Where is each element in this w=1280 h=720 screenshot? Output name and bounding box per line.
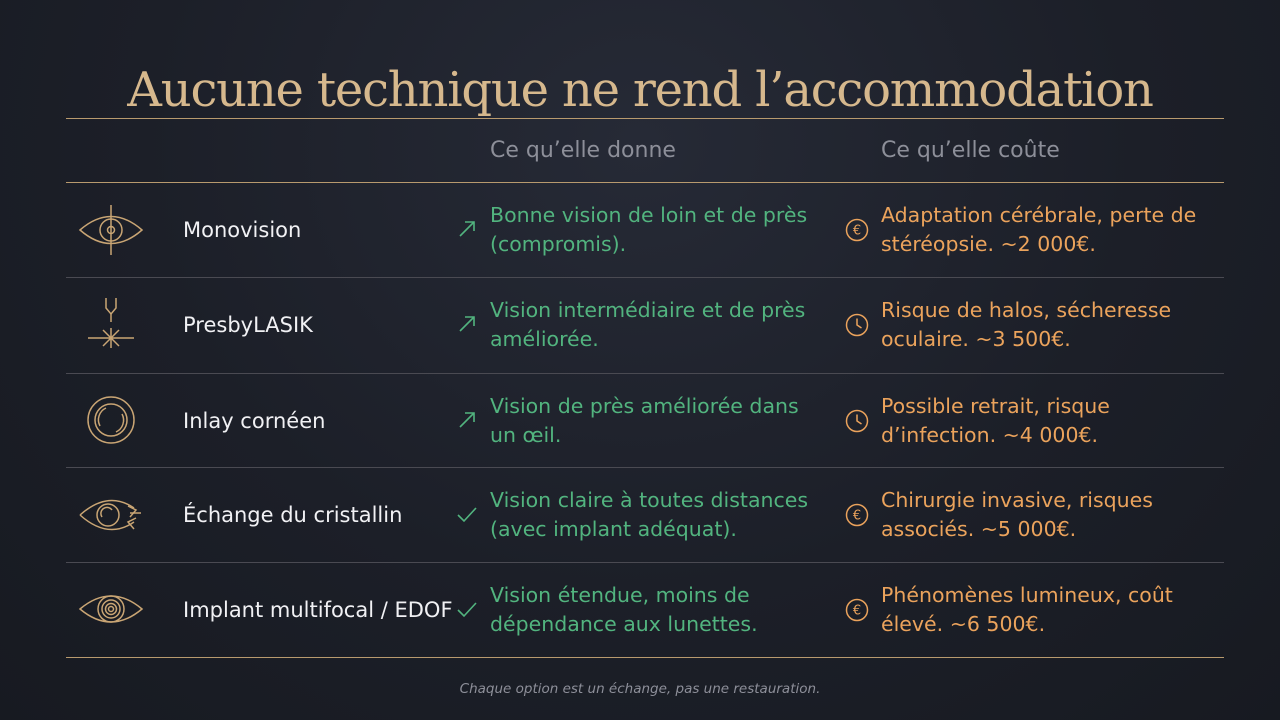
arrow-up-right-icon xyxy=(456,218,478,240)
cost-text: Risque de halos, sécheresse oculaire. ~3 500€. xyxy=(881,298,1172,351)
clock-icon xyxy=(845,313,869,337)
technique-name: Échange du cristallin xyxy=(183,503,403,527)
technique-name: Implant multifocal / EDOF xyxy=(183,598,453,622)
svg-text:€: € xyxy=(852,223,862,239)
slide-title: Aucune technique ne rend l’accommodation xyxy=(127,62,1153,119)
footer-note: Chaque option est un échange, pas une restauration. xyxy=(459,681,821,697)
arrow-up-right-icon xyxy=(456,409,478,431)
cost-text: Possible retrait, risque d’infection. ~4 000€. xyxy=(881,394,1110,447)
euro-icon xyxy=(845,598,869,622)
checkmark-icon xyxy=(456,503,478,525)
cost-text: Phénomènes lumineux, coût élevé. ~6 500€. xyxy=(881,583,1173,636)
clock-icon xyxy=(845,409,869,433)
euro-icon xyxy=(845,218,869,242)
gain-text: Vision intermédiaire et de près améliorée. xyxy=(490,298,806,351)
eye-exchange-icon xyxy=(78,490,144,540)
cost-text: Chirurgie invasive, risques associés. ~5 000€. xyxy=(881,488,1153,541)
table-bottom-rule xyxy=(66,657,1224,658)
table-row-monovision xyxy=(66,183,1224,277)
checkmark-icon xyxy=(456,598,478,620)
gain-text: Vision de près améliorée dans un œil. xyxy=(490,394,799,447)
cost-text: Adaptation cérébrale, perte de stéréopsie. ~2 000€. xyxy=(881,203,1197,256)
svg-text:€: € xyxy=(852,508,862,524)
laser-icon xyxy=(78,300,144,350)
technique-name: Monovision xyxy=(183,218,302,242)
technique-name: Inlay cornéen xyxy=(183,409,326,433)
eye-multifocal-icon xyxy=(78,585,144,635)
table-row-multifocal xyxy=(66,563,1224,657)
technique-name: PresbyLASIK xyxy=(183,313,313,337)
cornea-ring-icon xyxy=(78,396,144,446)
svg-text:€: € xyxy=(852,603,862,619)
column-header-costs: Ce qu’elle coûte xyxy=(881,138,1060,163)
column-header-gives: Ce qu’elle donne xyxy=(490,138,676,163)
table-row-cristallin xyxy=(66,468,1224,562)
table-row-inlay xyxy=(66,374,1224,468)
header-top-rule xyxy=(66,118,1224,119)
euro-icon xyxy=(845,503,869,527)
gain-text: Bonne vision de loin et de près (compromis). xyxy=(490,203,808,256)
arrow-up-right-icon xyxy=(456,313,478,335)
gain-text: Vision claire à toutes distances (avec implant adéquat). xyxy=(490,488,809,541)
gain-text: Vision étendue, moins de dépendance aux lunettes. xyxy=(490,583,758,636)
table-row-presbylasik xyxy=(66,278,1224,372)
eye-crosshair-icon xyxy=(78,205,144,255)
